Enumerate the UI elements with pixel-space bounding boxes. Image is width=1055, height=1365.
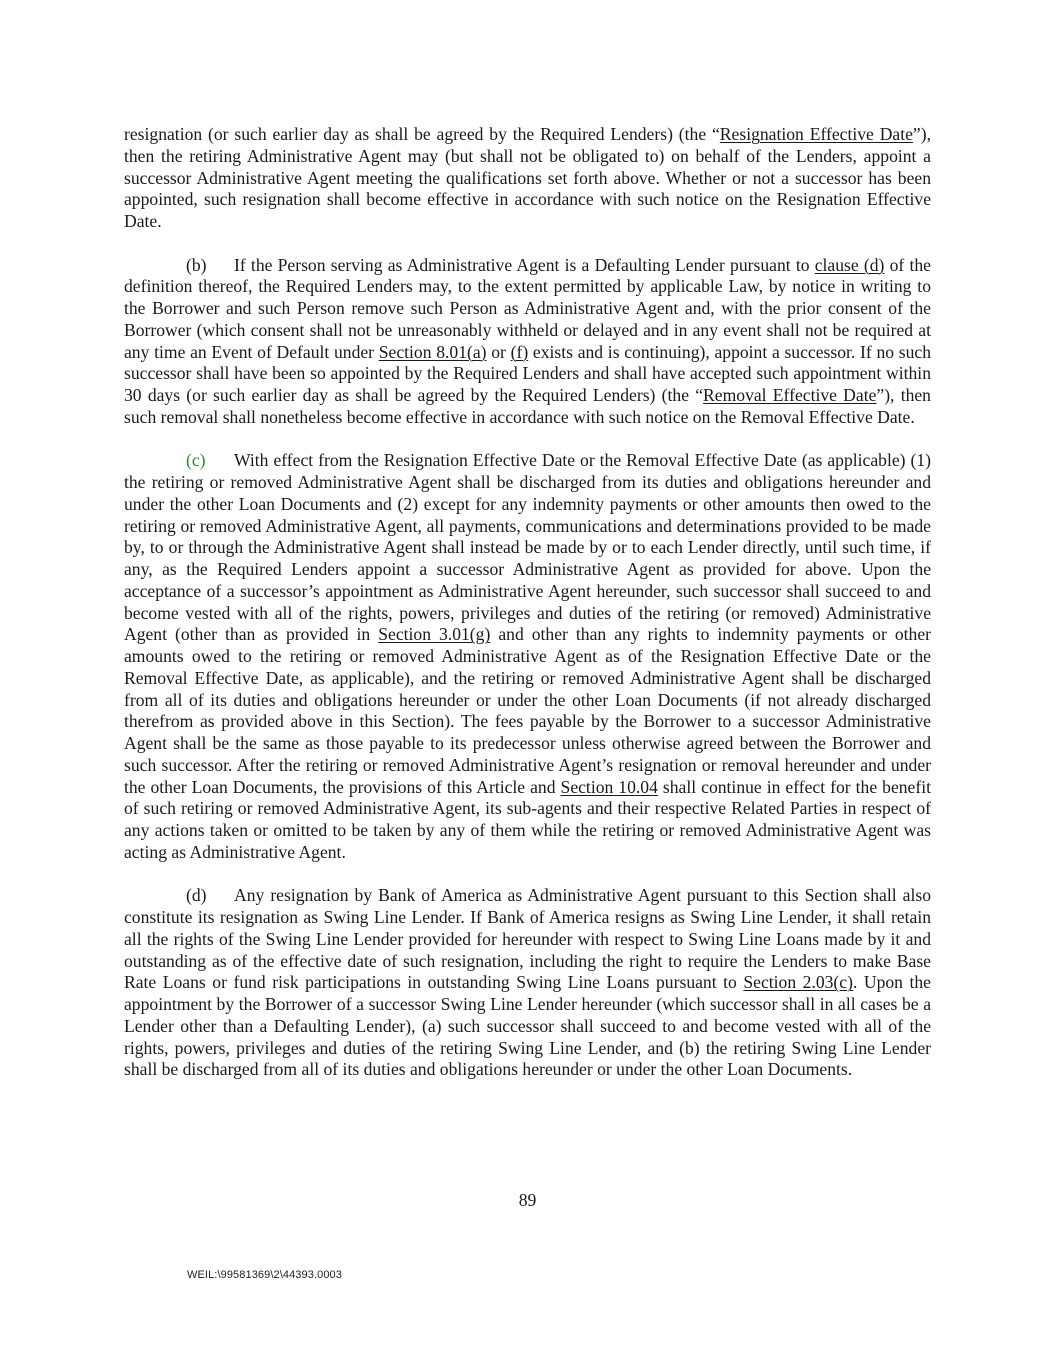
cross-reference-f[interactable]: (f): [510, 341, 529, 362]
defined-term-resignation-effective-date: Resignation Effective Date: [719, 124, 913, 144]
text-segment: ”), then the retiring Administrative Agent may (but shall not be obligated to) on behalf of the Lenders, appoint a successor Administrative Agent meeting the qualifications set forth above. Whether or not a successor has been appointed, such resignation shall become effective in accordance with such notice on the Resignation Effective Date.: [124, 124, 931, 231]
text-segment: Any resignation by Bank of America as Administrative Agent pursuant to this Section shall also constitute its resignation as Swing Line Lender. If Bank of America resigns as Swing Line Lender, it shall retain all the rights of the Swing Line Lender provided for hereunder with respect to Swing Line Loans made by it and outstanding as of the effective date of such resignation, including the right to require the Lenders to make Base Rate Loans or fund risk participations in outstanding Swing Line Loans pursuant to: [124, 885, 931, 993]
defined-term-removal-effective-date: Removal Effective Date: [703, 385, 877, 405]
document-footer-id: WEIL:\99581369\2\44393.0003: [187, 1269, 342, 1281]
text-segment: . Upon the appointment by the Borrower of a successor Swing Line Lender hereunder (which successor shall in all cases be a Lender other than a Defaulting Lender), (a) such successor shall succeed to and become vested with all of the rights, powers, privileges and duties of the retiring Swing Line Lender, and (b) the retiring Swing Line Lender shall be discharged from all of its duties and obligations hereunder or under the other Loan Documents.: [124, 972, 931, 1080]
text-segment: With effect from the Resignation Effective Date or the Removal Effective Date (as applicable) (1) the retiring or removed Administrative Agent shall be discharged from its duties and obligations hereunder and under the other Loan Documents and (2) except for any indemnity payments or other amounts then owed to the retiring or removed Administrative Agent, all payments, communications and determinations provided to be made by, to or through the Administrative Agent shall instead be made by or to each Lender directly, until such time, if any, as the Required Lenders appoint a successor Administrative Agent as provided for above. Upon the acceptance of a successor’s appointment as Administrative Agent hereunder, such successor shall succeed to and become vested with all of the rights, powers, privileges and duties of the retiring (or removed) Administrative Agent (other than as provided in: [124, 450, 931, 645]
paragraph-c: [124, 450, 931, 863]
text-segment: If the Person serving as Administrative Agent is a Defaulting Lender pursuant to: [234, 254, 815, 275]
paragraph-resignation-continued: [124, 124, 931, 233]
paragraph-label-c: (c): [186, 450, 206, 471]
text-segment: shall continue in effect for the benefit of such retiring or removed Administrative Agent, its sub-agents and their respective Related Parties in respect of any actions taken or omitted to be taken by any of them while the retiring or removed Administrative Agent was acting as Administrative Agent.: [124, 776, 931, 862]
text-segment: resignation (or such earlier day as shall be agreed by the Required Lenders) (the “: [124, 124, 720, 144]
document-body: [124, 124, 931, 1103]
text-segment: and other than any rights to indemnity payments or other amounts owed to the retiring or removed Administrative Agent as of the Resignation Effective Date or the Removal Effective Date, as applicable), and the retiring or removed Administrative Agent shall be discharged from all of its duties and obligations hereunder or under the other Loan Documents (if not already discharged therefrom as provided above in this Section). The fees payable by the Borrower to a successor Administrative Agent shall be the same as those payable to its predecessor unless otherwise agreed between the Borrower and such successor. After the retiring or removed Administrative Agent’s resignation or removal hereunder and under the other Loan Documents, the provisions of this Article and: [124, 624, 931, 797]
page-number: 89: [518, 1190, 537, 1210]
cross-reference-section-8-01-a[interactable]: Section 8.01(a): [378, 341, 487, 362]
paragraph-label-b: (b): [186, 254, 207, 275]
text-segment: exists and is continuing), appoint a successor. If no such successor shall have been so appointed by the Required Lenders and shall have accepted such appointment within 30 days (or such earlier day as shall be agreed by the Required Lenders) (the “: [124, 341, 931, 405]
cross-reference-clause-d[interactable]: clause (d): [814, 254, 885, 275]
paragraph-b: [124, 255, 931, 429]
paragraph-d: [124, 885, 931, 1081]
paragraph-label-d: (d): [186, 885, 207, 906]
text-segment: ”), then such removal shall nonetheless become effective in accordance with such notice on the Removal Effective Date.: [124, 385, 931, 427]
text-segment: of the definition thereof, the Required Lenders may, to the extent permitted by applicable Law, by notice in writing to the Borrower and such Person remove such Person as Administrative Agent and, with the prior consent of the Borrower (which consent shall not be unreasonably withheld or delayed and in any event shall not be required at any time an Event of Default under: [124, 254, 931, 362]
cross-reference-section-2-03-c[interactable]: Section 2.03(c): [743, 972, 853, 993]
cross-reference-section-10-04[interactable]: Section 10.04: [560, 776, 658, 797]
cross-reference-section-3-01-g[interactable]: Section 3.01(g): [378, 624, 491, 645]
text-segment: or: [486, 341, 511, 362]
